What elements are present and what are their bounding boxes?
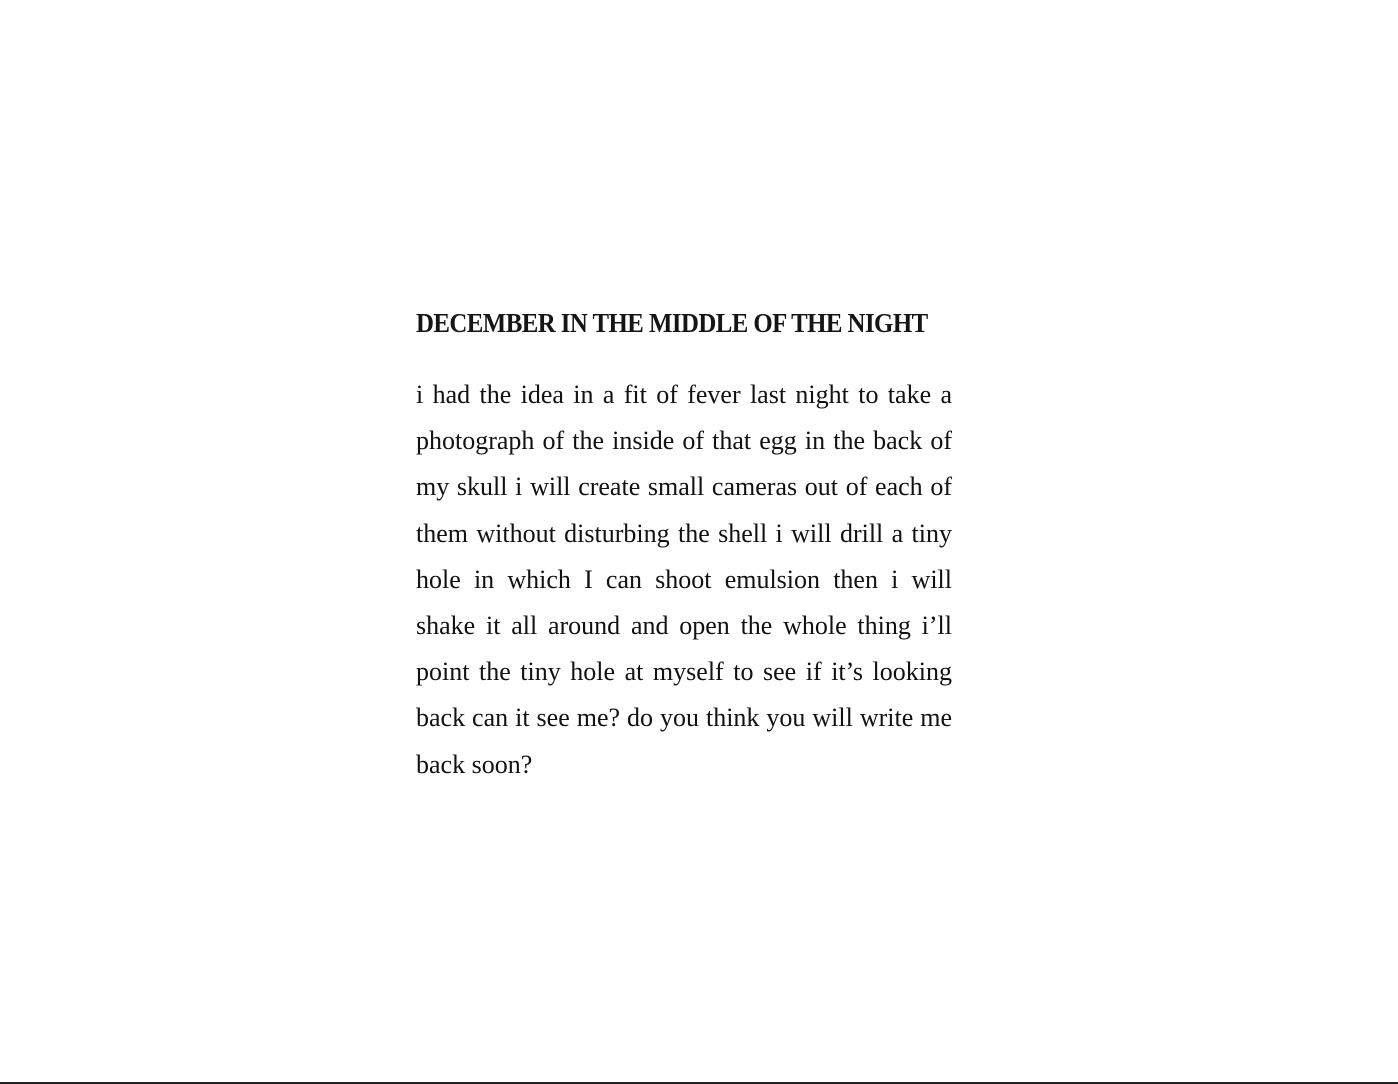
poem-body: i had the idea in a fit of fever last night to take a photograph of the inside of that egg in the back of my skull i will create small cameras out of each of them without disturbing the shell i will drill a tiny hole in which I can shoot emulsion then i will shake it all around and open the whole thing i’ll point the tiny hole at myself to see if it’s looking back can it see me? do you think you will write me back soon?	[416, 380, 952, 779]
poem	[416, 306, 952, 788]
poem-title: DECEMBER IN THE MIDDLE OF THE NIGHT	[416, 308, 928, 338]
